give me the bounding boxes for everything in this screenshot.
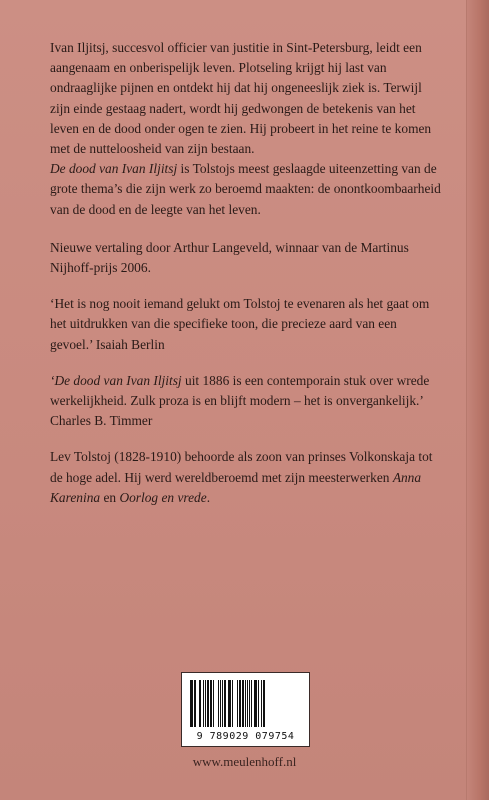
- quote-timmer: [50, 371, 442, 432]
- barcode-bars: [190, 680, 301, 727]
- blurb-text: [50, 38, 442, 524]
- quote-timmer-title: ‘De dood van Ivan Iljitsj: [50, 372, 182, 388]
- bio-conjunction: en: [100, 489, 120, 505]
- bio-end: .: [206, 489, 211, 505]
- isbn-barcode: [181, 672, 310, 747]
- publisher-url: www.meulenhoff.nl: [192, 754, 297, 769]
- synopsis-text: Ivan Iljitsj, succesvol officier van justitie in Sint-Petersburg, leidt een aangenaam en onberispelijk leven. Plotseling krijgt hij last van ondraaglijke pijnen en ontdekt hij dat hij ongeneeslijk ziek is. Terwijl zijn einde gestaag nadert, wordt hij gedwongen de betekenis van het leven en de dood onder ogen te zien. Hij probeert in het reine te komen met de nutteloosheid van zijn bestaan.: [50, 40, 432, 157]
- barcode-stripe: [265, 680, 266, 727]
- spine-edge: [466, 0, 489, 800]
- bio-title-anna-karenina: Anna Karenina: [50, 469, 422, 505]
- quote-berlin: ‘Het is nog nooit iemand gelukt om Tolstoj te evenaren als het gaat om het uitdrukken van die specifieke toon, die precieze aard van een gevoel.’ Isaiah Berlin: [50, 296, 430, 352]
- author-bio-text: Lev Tolstoj (1828-1910) behoorde als zoon van prinses Volkonskaja tot de hoge adel. Hij werd wereldberoemd met zijn meesterwerken: [50, 449, 433, 485]
- synopsis-book-title: De dood van Ivan Iljitsj: [50, 161, 178, 177]
- isbn-number: 9 789029 079754: [196, 731, 295, 742]
- author-bio: [50, 447, 442, 508]
- bio-title-oorlog-en-vrede: Oorlog en vrede: [119, 489, 207, 505]
- quote-timmer-rest: uit 1886 is een contemporain stuk over wrede werkelijkheid. Zulk proza is en blijft modern – het is onvergankelijk.’ Charles B. Timmer: [50, 372, 430, 429]
- synopsis-rest: is Tolstojs meest geslaagde uiteenzetting van de grote thema’s die zijn werk zo beroemd maakten: de onontkoombaarheid van de dood en de leegte van het leven.: [50, 161, 441, 217]
- translator-paragraph: Nieuwe vertaling door Arthur Langeveld, winnaar van de Martinus Nijhoff-prijs 2006.: [50, 239, 409, 276]
- synopsis-paragraph: [50, 38, 442, 220]
